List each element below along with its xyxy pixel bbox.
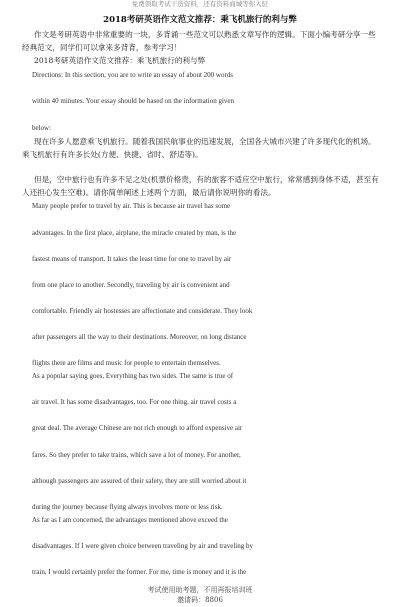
essay-line: fastest means of transport. It takes the least time for one to travel by air: [32, 255, 232, 263]
essay-subtitle: 2018考研英语作文范文推荐：乘飞机旅行的利与弊: [34, 56, 206, 65]
essay-line: during the journey because flying always involves more or less risk.: [32, 503, 223, 511]
essay-line: Many people prefer to travel by air. This is because air travel has some: [32, 202, 231, 210]
invite-code: 邀请码：8806: [177, 596, 223, 604]
essay-line: disadvantages. If I were given choice between traveling by air and traveling by: [32, 542, 253, 550]
essay-line: great deal. The average Chinese are not rich enough to afford expensive air: [32, 424, 243, 432]
page-title: 2018考研英语作文范文推荐：乘飞机旅行的利与弊: [103, 15, 297, 25]
essay-line: comfortable. Friendly air hostesses are affectionate and considerate. They look: [32, 307, 253, 315]
essay-line: As a popular saying goes, Everything has two sides. The same is true of: [32, 372, 234, 380]
footer-note: 考试使用助考题，不用再报培训班: [147, 586, 253, 594]
prompt-paragraph-1: 现在许多人愿意乘飞机旅行。随着我国民航事业的迅速发展，全国各大城市兴建了许多现代化的机场。乘飞机旅行有许多长处(方便、快捷、省时、舒适等)。: [22, 137, 376, 159]
essay-line: train, I would certainly prefer the former. For me, time is money and it is the: [32, 568, 247, 576]
prompt-paragraph-2: 但是，空中旅行也有许多不足之处(机票价格贵，有的旅客不适应空中旅行，常常感到身体不适，甚至有人还担心发生空难)。请你简单阐述上述两个方面，最后请你说明你的看法。: [22, 175, 379, 197]
essay-line: flights there are films and music for people to entertain themselves.: [32, 359, 221, 367]
directions-line: within 40 minutes. Your essay should be based on the information given: [32, 97, 235, 105]
essay-line: from one place to another. Secondly, traveling by air is convenient and: [32, 281, 230, 289]
essay-line: As far as I am concerned, the advantages mentioned above exceed the: [32, 516, 228, 524]
essay-line: advantages. In the first place, airplane, the miracle created by man, is the: [32, 229, 237, 237]
promo-banner[interactable]: 免费领取考试干货资料，还有资料商城等你入驻: [131, 0, 269, 8]
essay-line: after passengers all the way to their destinations. Moreover, on long distance: [32, 333, 247, 341]
directions-line: Directions: In this section, you are to write an essay of about 200 words: [32, 71, 234, 79]
essay-line: fares. So they prefer to take trains, which save a lot of money. For another,: [32, 451, 241, 459]
essay-line: although passengers are assured of their safety, they are still worried about it: [32, 477, 247, 485]
essay-line: air travel. It has some disadvantages, too. For one thing, air travel costs a: [32, 398, 237, 406]
directions-line: below:: [32, 124, 52, 132]
intro-paragraph: 作文是考研英语中非常重要的一块，多背诵一些范文可以熟悉文章写作的逻辑。下面小编考研分享一些经典范文，同学们可以拿来多背背，参考学习！: [22, 30, 376, 52]
